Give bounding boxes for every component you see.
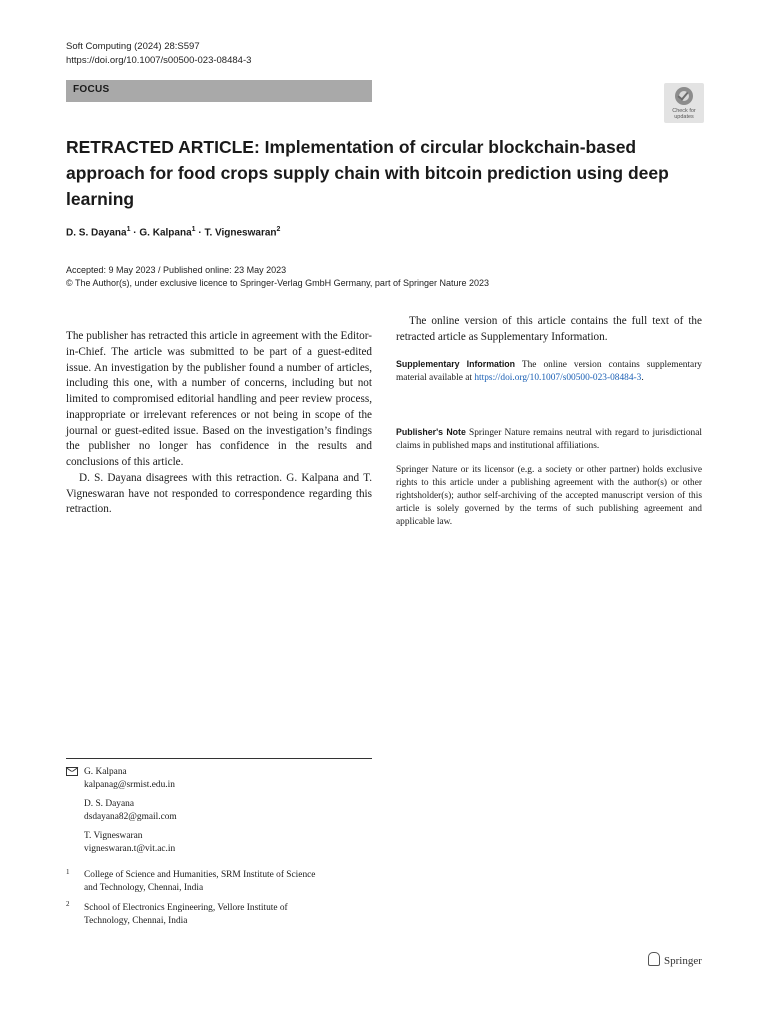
retraction-paragraph-1: The publisher has retracted this article in agreement with the Editor-in-Chief. The article was submitted to be part of a guest-edited issue. An investigation by the publisher found a number of articles, including this one, with a number of concerns, including but not limited to compromised editorial handling and peer review process, inappropriate or irrelevant references or not being in scope of the journal or guest-edited issue. Based on the investigation’s findings the publisher no longer has confidence in the results and conclusions of this article.	[66, 330, 372, 468]
affiliation-number: 2	[66, 900, 70, 908]
check-for-updates-badge[interactable]	[664, 83, 704, 123]
correspondence-name: T. Vigneswaran	[84, 831, 143, 841]
affiliation-entry	[84, 869, 315, 894]
check-updates-icon	[675, 87, 693, 105]
online-version-paragraph: The online version of this article contains the full text of the retracted article as Supplementary Information.	[396, 315, 702, 343]
author-affiliation-mark: 1	[191, 226, 196, 233]
author-name: T. Vigneswaran	[204, 227, 277, 239]
section-label: FOCUS	[73, 84, 110, 95]
author-name: D. S. Dayana	[66, 227, 127, 239]
author-list	[66, 226, 280, 238]
correspondence-name: G. Kalpana	[84, 767, 127, 777]
correspondence-name: D. S. Dayana	[84, 799, 134, 809]
correspondence-entry	[84, 798, 177, 823]
envelope-icon	[66, 767, 78, 776]
affiliation-line: and Technology, Chennai, India	[84, 882, 204, 893]
affiliation-line: School of Electronics Engineering, Vellore Institute of	[84, 903, 288, 913]
correspondence-entry	[84, 830, 175, 855]
publishers-note-text: Springer Nature remains neutral with regard to jurisdictional claims in published maps and institutional affiliations.	[396, 428, 702, 451]
rights-statement: Springer Nature or its licensor (e.g. a society or other partner) holds exclusive rights to this article under a publishing agreement with the author(s) or other rightsholder(s); author self-archiving of the accepted manuscript version of this article is solely governed by the terms of such publishing agreement and applicable law.	[396, 465, 702, 527]
publishers-note	[396, 426, 702, 453]
article-title: RETRACTED ARTICLE: Implementation of circular blockchain-based approach for food crops supply chain with bitcoin prediction using deep learning	[66, 137, 669, 209]
publishers-note-heading: Publisher's Note	[396, 427, 466, 437]
affiliation-line: Technology, Chennai, India	[84, 915, 188, 926]
copyright-line: © The Author(s), under exclusive licence to Springer-Verlag GmbH Germany, part of Springer Nature 2023	[66, 278, 489, 288]
author-name: G. Kalpana	[139, 227, 192, 239]
publication-dates: Accepted: 9 May 2023 / Published online: 23 May 2023	[66, 265, 287, 275]
publisher-name: Springer	[664, 955, 702, 967]
supplementary-notice	[396, 314, 702, 346]
supplementary-text: The online version contains supplementary material available at	[396, 360, 702, 383]
supplementary-heading: Supplementary Information	[396, 359, 516, 369]
author-affiliation-mark: 2	[276, 226, 281, 233]
retraction-notice	[66, 329, 372, 518]
correspondence-entry	[84, 766, 175, 791]
affiliation-line: College of Science and Humanities, SRM Institute of Science	[84, 870, 316, 880]
affiliation-entry	[84, 902, 288, 927]
author-separator: ·	[130, 227, 140, 239]
affiliation-number: 1	[66, 868, 70, 876]
correspondence-email[interactable]: vigneswaran.t@vit.ac.in	[84, 843, 176, 854]
correspondence-email[interactable]: dsdayana82@gmail.com	[84, 811, 177, 822]
journal-citation: Soft Computing (2024) 28:S597	[66, 41, 200, 52]
supplementary-info	[396, 358, 702, 385]
footnote-rule	[66, 758, 372, 759]
author-separator: ·	[195, 227, 205, 239]
article-doi[interactable]: https://doi.org/10.1007/s00500-023-08484-3	[66, 55, 252, 66]
badge-line2: updates	[674, 114, 694, 120]
publisher-logo	[648, 952, 702, 967]
author-affiliation-mark: 1	[126, 226, 131, 233]
springer-horse-icon	[648, 952, 660, 966]
correspondence-email[interactable]: kalpanag@srmist.edu.in	[84, 779, 175, 790]
supplementary-link[interactable]: https://doi.org/10.1007/s00500-023-08484-3	[474, 372, 642, 383]
retraction-paragraph-2: D. S. Dayana disagrees with this retraction. G. Kalpana and T. Vigneswaran have not responded to correspondence regarding this retraction.	[66, 471, 372, 516]
supplementary-end: .	[641, 372, 644, 383]
badge-line1: Check for	[672, 108, 696, 114]
section-bar	[66, 80, 372, 102]
